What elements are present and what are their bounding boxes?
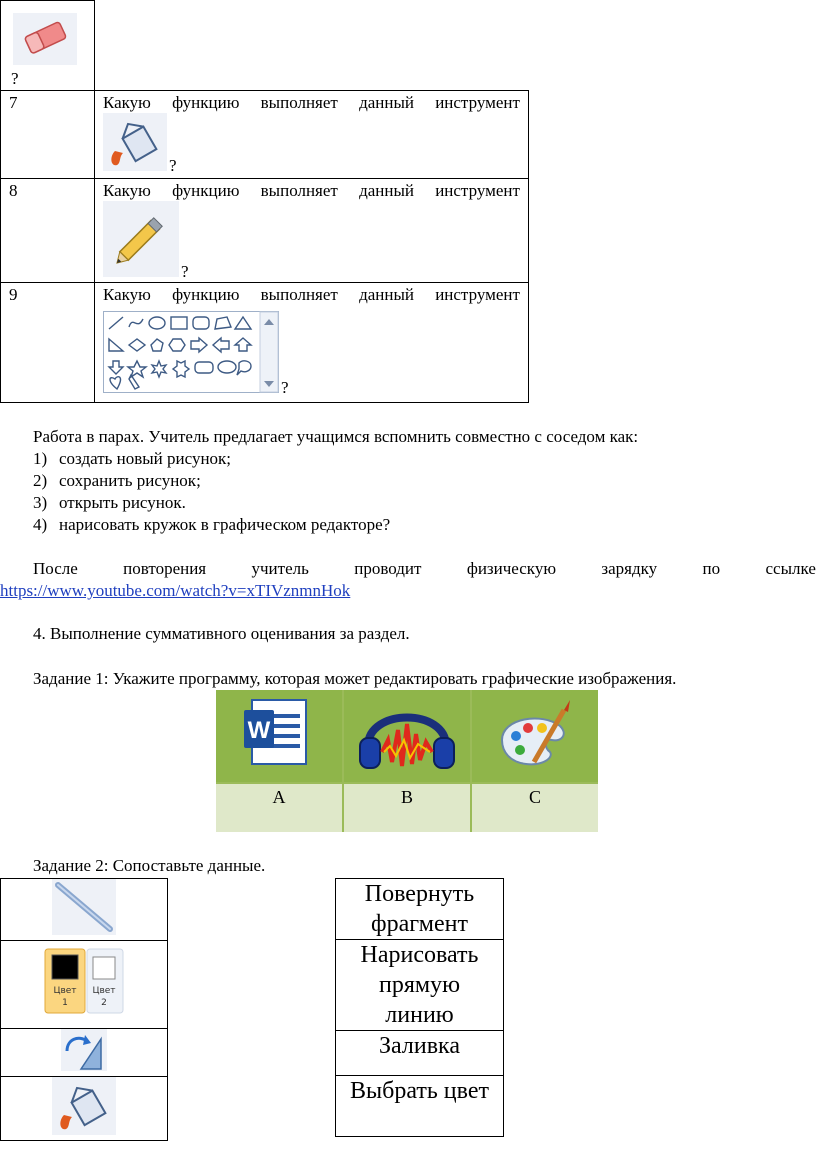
option-a-cell[interactable]: [216, 690, 342, 782]
left-cell-1: [1, 879, 168, 941]
task-1-text: Задание 1: Укажите программу, которая может редактировать графические изображения.: [33, 669, 677, 688]
rotate-icon: [61, 1029, 107, 1071]
task-2-text: Задание 2: Сопоставьте данные.: [33, 856, 266, 875]
exercise-link[interactable]: https://www.youtube.com/watch?v=xTIVznmnHok: [0, 581, 351, 600]
option-c-label: C: [472, 784, 598, 832]
pair-work-list: [33, 448, 803, 536]
row-number: 8: [1, 179, 95, 283]
section-4-heading: 4. Выполнение суммативного оценивания за раздел.: [33, 624, 410, 643]
match-option-rotate[interactable]: Повернуть фрагмент: [336, 879, 504, 940]
task-2-left-table: [0, 878, 168, 1141]
question-mark: ?: [181, 262, 189, 281]
row-0-cell: [1, 1, 95, 91]
pair-work-intro: Работа в парах. Учитель предлагает учащимся вспомнить совместно с соседом как:: [33, 427, 639, 446]
question-text: Какую функцию выполняет данный инструмент: [103, 285, 520, 304]
audio-headphones-icon: [344, 690, 470, 782]
option-c-cell[interactable]: [472, 690, 598, 782]
option-b-label: B: [344, 784, 470, 832]
eraser-icon: [13, 13, 77, 65]
option-a-label: A: [216, 784, 342, 832]
left-cell-3: [1, 1029, 168, 1077]
list-item: 1) создать новый рисунок;: [33, 449, 232, 468]
match-option-fill[interactable]: Заливка: [336, 1031, 504, 1076]
question-mark: ?: [11, 69, 19, 88]
svg-text:1: 1: [62, 998, 68, 1008]
question-mark: ?: [169, 156, 177, 175]
list-item: 3) открыть рисунок.: [33, 493, 186, 512]
match-option-line[interactable]: Нарисовать прямую линию: [336, 940, 504, 1031]
svg-text:2: 2: [101, 998, 107, 1008]
left-cell-4: [1, 1077, 168, 1141]
question-table: [0, 0, 529, 403]
option-b-cell[interactable]: [344, 690, 470, 782]
shapes-palette-icon: [103, 311, 279, 398]
line-tool-icon: [52, 879, 116, 935]
question-text: Какую функцию выполняет данный инструмент: [103, 93, 520, 112]
left-cell-2: [1, 941, 168, 1029]
question-text: Какую функцию выполняет данный инструмент: [103, 181, 520, 200]
list-item: 2) сохранить рисунок;: [33, 471, 201, 490]
word-icon: [216, 690, 342, 782]
question-cell: [95, 91, 529, 179]
question-cell: [95, 179, 529, 283]
svg-text:Цвет: Цвет: [92, 986, 116, 996]
row-number: 9: [1, 283, 95, 403]
match-option-color[interactable]: Выбрать цвет: [336, 1076, 504, 1137]
fill-bucket-icon: [52, 1077, 116, 1135]
pair-work-section: [33, 426, 803, 536]
paint-palette-icon: [472, 690, 598, 782]
svg-text:W: W: [247, 717, 271, 744]
fill-bucket-icon: [103, 113, 167, 176]
task-2-right-table: [335, 878, 504, 1137]
exercise-text: После повторения учитель проводит физическую зарядку по ссылке: [33, 559, 816, 578]
color-picker-icon: [43, 947, 125, 1017]
program-choice-table: [216, 690, 598, 832]
svg-text:Цвет: Цвет: [53, 986, 77, 996]
row-number: 7: [1, 91, 95, 179]
list-item: 4) нарисовать кружок в графическом редакторе?: [33, 515, 391, 534]
question-mark: ?: [281, 378, 289, 397]
question-cell: [95, 283, 529, 403]
pencil-icon: [103, 201, 179, 282]
